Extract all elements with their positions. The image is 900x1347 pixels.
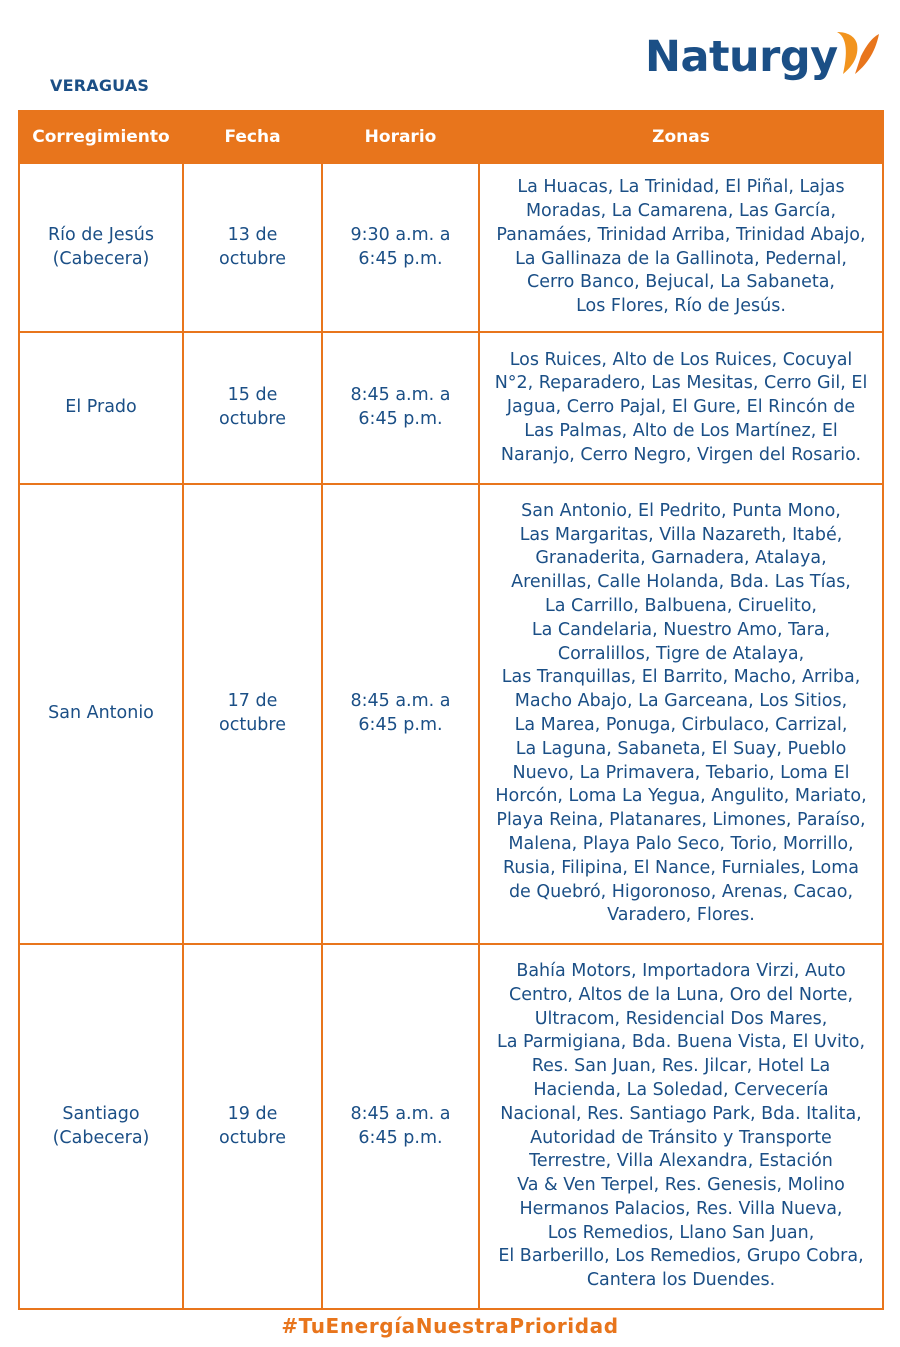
cell-zonas: La Huacas, La Trinidad, El Piñal, Lajas Moradas, La Camarena, Las García, Panamáes, Trinidad Arriba, Trinidad Abajo, La Gallinaza de la Gallinota, Pedernal, Cerro Banco, Bejucal, La Sabaneta, Los Flores, Río de Jesús. — [479, 163, 883, 332]
cell-horario: 8:45 a.m. a 6:45 p.m. — [322, 944, 479, 1309]
cell-horario: 8:45 a.m. a 6:45 p.m. — [322, 332, 479, 484]
cell-corregimiento: San Antonio — [19, 484, 183, 944]
cell-horario: 9:30 a.m. a 6:45 p.m. — [322, 163, 479, 332]
naturgy-logo — [645, 22, 885, 94]
cell-zonas: San Antonio, El Pedrito, Punta Mono, Las Margaritas, Villa Nazareth, Itabé, Granaderita, Garnadera, Atalaya, Arenillas, Calle Holanda, Bda. Las Tías, La Carrillo, Balbuena, Ciruelito, La Candelaria, Nuestro Amo, Tara, Corralillos, Tigre de Atalaya, Las Tranquillas, El Barrito, Macho, Arriba, Macho Abajo, La Garceana, Los Sitios, La Marea, Ponuga, Cirbulaco, Carrizal, La Laguna, Sabaneta, El Suay, Pueblo Nuevo, La Primavera, Tebario, Loma El Horcón, Loma La Yegua, Angulito, Mariato, Playa Reina, Platanares, Limones, Paraíso, Malena, Playa Palo Seco, Torio, Morrillo, Rusia, Filipina, El Nance, Furniales, Loma de Quebró, Higoronoso, Arenas, Cacao, Varadero, Flores. — [479, 484, 883, 944]
cell-fecha: 13 de octubre — [183, 163, 322, 332]
table-row — [19, 944, 883, 1309]
schedule-table — [18, 110, 884, 1310]
table-header-row — [19, 111, 883, 163]
butterfly-icon — [835, 26, 883, 78]
cell-corregimiento: Río de Jesús (Cabecera) — [19, 163, 183, 332]
table-row — [19, 332, 883, 484]
cell-fecha: 17 de octubre — [183, 484, 322, 944]
cell-corregimiento: El Prado — [19, 332, 183, 484]
table-row — [19, 484, 883, 944]
cell-fecha: 15 de octubre — [183, 332, 322, 484]
header-horario: Horario — [322, 111, 479, 163]
cell-zonas: Bahía Motors, Importadora Virzi, Auto Centro, Altos de la Luna, Oro del Norte, Ultracom, Residencial Dos Mares, La Parmigiana, Bda. Buena Vista, El Uvito, Res. San Juan, Res. Jilcar, Hotel La Hacienda, La Soledad, Cervecería Nacional, Res. Santiago Park, Bda. Italita, Autoridad de Tránsito y Transporte Terrestre, Villa Alexandra, Estación Va & Ven Terpel, Res. Genesis, Molino Hermanos Palacios, Res. Villa Nueva, Los Remedios, Llano San Juan, El Barberillo, Los Remedios, Grupo Cobra, Cantera los Duendes. — [479, 944, 883, 1309]
cell-horario: 8:45 a.m. a 6:45 p.m. — [322, 484, 479, 944]
header-corregimiento: Corregimiento — [19, 111, 183, 163]
header-zonas: Zonas — [479, 111, 883, 163]
cell-corregimiento: Santiago (Cabecera) — [19, 944, 183, 1309]
header-fecha: Fecha — [183, 111, 322, 163]
table-row — [19, 163, 883, 332]
region-title: VERAGUAS — [50, 76, 150, 95]
hashtag: #TuEnergíaNuestraPrioridad — [281, 1314, 619, 1338]
cell-fecha: 19 de octubre — [183, 944, 322, 1309]
logo-wordmark: Naturgy — [645, 32, 838, 82]
cell-zonas: Los Ruices, Alto de Los Ruices, Cocuyal N°2, Reparadero, Las Mesitas, Cerro Gil, El Jagua, Cerro Pajal, El Gure, El Rincón de Las Palmas, Alto de Los Martínez, El Naranjo, Cerro Negro, Virgen del Rosario. — [479, 332, 883, 484]
